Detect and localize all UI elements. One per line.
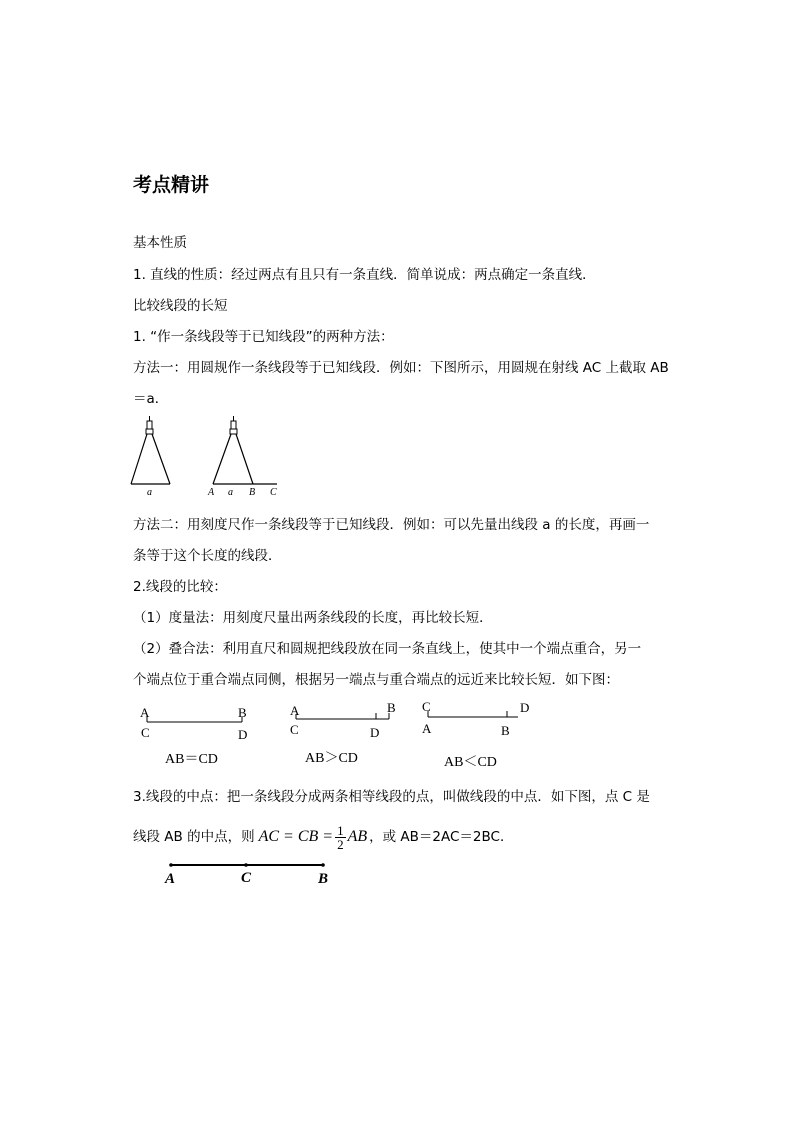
label-B: B: [387, 700, 396, 715]
overlap-method: （2）叠合法：利用直尺和圆规把线段放在同一条直线上，使其中一个端点重合，另一: [133, 641, 642, 657]
fraction-half: [335, 824, 346, 851]
fraction-denominator: 2: [337, 836, 344, 852]
caption-equal: AB＝CD: [165, 752, 218, 767]
label-A: A: [208, 487, 215, 498]
segment-comparison-figure: [130, 698, 550, 778]
label-A: A: [140, 705, 150, 720]
midpoint-formula-line: [133, 820, 513, 854]
label-a: a: [147, 487, 152, 498]
label-D: D: [520, 700, 530, 715]
overlap-method-cont: 个端点位于重合端点同侧，根据另一端点与重合端点的远近来比较长短．如下图：: [133, 672, 619, 688]
label-D: D: [238, 727, 248, 742]
compass-leg: [213, 434, 231, 484]
label-B: B: [318, 871, 329, 887]
midpoint-text-post: ，或 AB＝2AC＝2BC．: [369, 829, 514, 845]
caption-less: AB＜CD: [444, 755, 497, 770]
label-C: C: [141, 725, 150, 740]
point-B: [321, 863, 325, 867]
formula-rhs: AB: [347, 828, 368, 845]
fraction-numerator: 1: [337, 822, 344, 838]
label-C: C: [241, 870, 252, 886]
methods-intro: 1. “作一条线段等于已知线段”的两种方法：: [133, 329, 394, 345]
point-A: [169, 863, 173, 867]
page-title: 考点精讲: [133, 174, 210, 196]
method1-text-cont: ＝a．: [133, 391, 169, 407]
method2-text-cont: 条等于这个长度的线段．: [133, 548, 282, 564]
label-a: a: [228, 487, 233, 498]
measure-method: （1）度量法：用刻度尺量出两条线段的长度，再比较长短．: [133, 610, 493, 626]
label-D: D: [370, 725, 380, 740]
label-C: C: [422, 699, 431, 714]
caption-greater: AB＞CD: [305, 751, 358, 766]
point-C: [244, 863, 248, 867]
midpoint-figure: [160, 860, 340, 890]
compass-leg: [131, 434, 147, 484]
method1-text: 方法一：用圆规作一条线段等于已知线段．例如：下图所示，用圆规在射线 AC 上截取 AB: [133, 360, 669, 376]
label-B: B: [501, 723, 510, 738]
method2-text: 方法二：用刻度尺作一条线段等于已知线段．例如：可以先量出线段 a 的长度，再画一: [133, 517, 650, 533]
label-B: B: [238, 705, 247, 720]
label-C: C: [270, 487, 277, 498]
formula-lhs: AC = CB =: [258, 828, 334, 845]
label-C: C: [290, 722, 299, 737]
section-heading-basic: 基本性质: [133, 235, 187, 251]
label-B: B: [249, 487, 256, 498]
compass-handle: [147, 421, 152, 429]
label-A: A: [422, 721, 432, 736]
line-property: 1. 直线的性质：经过两点有且只有一条直线．简单说成：两点确定一条直线．: [133, 267, 596, 283]
midpoint-text: 线段 AB 的中点，则: [133, 829, 255, 845]
compass-leg: [152, 434, 170, 484]
midpoint-definition: 3.线段的中点：把一条线段分成两条相等线段的点，叫做线段的中点．如下图，点 C 是: [133, 789, 650, 805]
label-A: A: [290, 703, 300, 718]
compass-leg: [236, 434, 253, 484]
compass-figure: [125, 415, 295, 500]
compare-heading: 2.线段的比较：: [133, 579, 227, 595]
label-A: A: [165, 871, 176, 887]
section-heading-compare: 比较线段的长短: [133, 298, 228, 314]
